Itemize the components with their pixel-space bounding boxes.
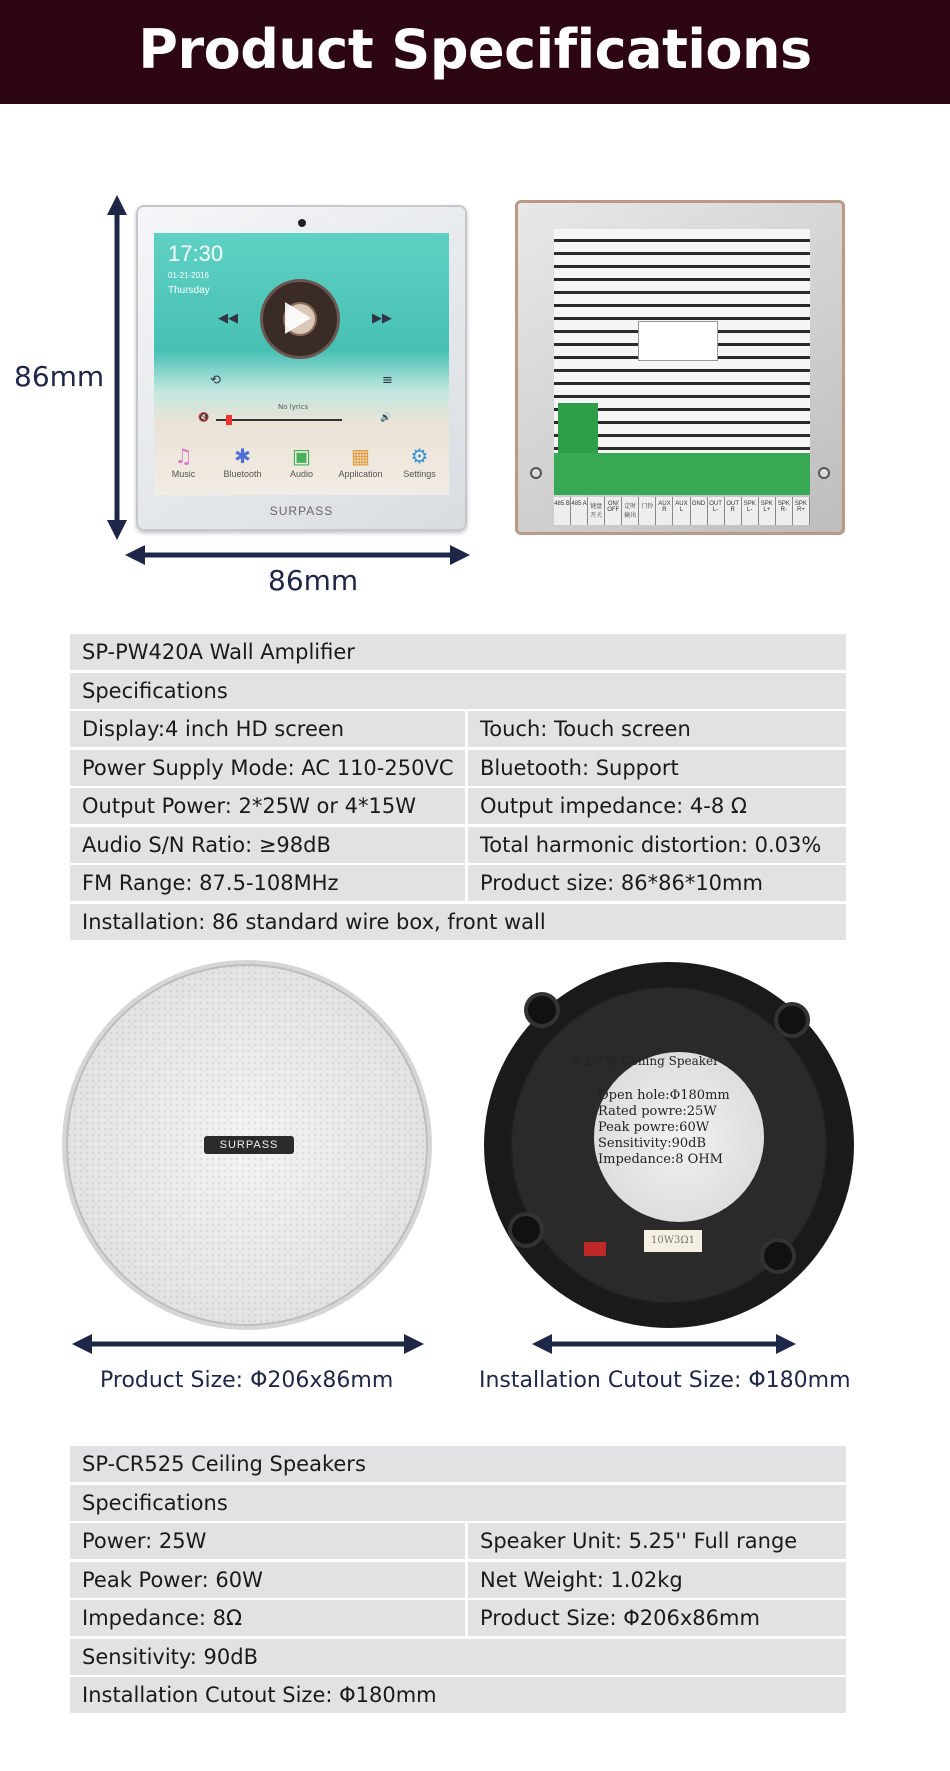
music-note-icon: ♫ [174, 444, 193, 468]
spk-spec-row [70, 1600, 846, 1636]
screen-app-label: Audio [289, 469, 314, 479]
terminal-label: ON/ OFF [605, 497, 622, 525]
terminal-label: 键盘 开关 [588, 497, 605, 525]
speaker-back-image [484, 962, 854, 1328]
terminal-label: AUX R [656, 497, 673, 525]
amp-spec-row [70, 788, 846, 824]
spk-table-section: Specifications [70, 1485, 846, 1521]
terminal-label: 门铃 [639, 497, 656, 525]
terminal-label: GND [691, 497, 708, 525]
magnet-spec-line: Peak powre:60W [598, 1120, 710, 1135]
amp-spec-right: Product size: 86*86*10mm [468, 865, 846, 901]
volume-knob [226, 415, 232, 425]
magnet-spec-line: Open hole:Φ180mm [598, 1088, 730, 1103]
amp-spec-row [70, 750, 846, 786]
spk-table-section-row [70, 1485, 846, 1521]
spk-table-title-row [70, 1446, 846, 1482]
spk-spec-right: Product Size: Φ206x86mm [468, 1600, 846, 1636]
mute-icon: 🔇 [198, 413, 210, 423]
spk-table-title: SP-CR525 Ceiling Speakers [70, 1446, 846, 1482]
height-label: 86mm [14, 360, 105, 393]
amp-spec-row [70, 865, 846, 901]
amp-table-title: SP-PW420A Wall Amplifier [70, 634, 846, 670]
spk-table-footer-row [70, 1639, 846, 1675]
spk-spec-left: Power: 25W [70, 1523, 465, 1559]
mount-clamp [760, 1238, 796, 1274]
terminal-label: 485 B [554, 497, 571, 525]
mount-clamp [508, 1212, 544, 1248]
touch-screen [154, 233, 449, 495]
mount-clamp [524, 992, 560, 1028]
amp-spec-right: Output impedance: 4-8 Ω [468, 788, 846, 824]
screen-day: Thursday [168, 285, 210, 296]
mount-clamp [774, 1002, 810, 1038]
amp-spec-left: Display:4 inch HD screen [70, 711, 465, 747]
amplifier-front-image [136, 205, 467, 531]
width-label: 86mm [268, 564, 359, 597]
screen-app-label: Settings [403, 469, 436, 479]
speaker-terminal [584, 1242, 606, 1256]
amp-spec-row [70, 827, 846, 863]
terminal-block [554, 453, 810, 495]
terminal-label: SPK R+ [793, 497, 810, 525]
amp-spec-left: Output Power: 2*25W or 4*15W [70, 788, 465, 824]
screen-app-bluetooth [215, 443, 270, 479]
amp-table-title-row [70, 634, 846, 670]
terminal-label: AUX L [673, 497, 690, 525]
spk-spec-left: Peak Power: 60W [70, 1562, 465, 1598]
screen-app-application [333, 443, 388, 479]
app-row [154, 443, 449, 479]
spk-spec-right: Net Weight: 1.02kg [468, 1562, 846, 1598]
amp-table-section-row [70, 673, 846, 709]
playlist-icon: ≡ [382, 373, 393, 388]
screen-app-label: Bluetooth [223, 469, 262, 479]
speaker-front-image [62, 960, 432, 1330]
amp-spec-right: Bluetooth: Support [468, 750, 846, 786]
amp-spec-left: FM Range: 87.5-108MHz [70, 865, 465, 901]
radio-icon: ▣ [292, 444, 311, 468]
spk-spec-row [70, 1523, 846, 1559]
apps-grid-icon: ▦ [351, 444, 370, 468]
magnet-spec-line: Rated powre:25W [598, 1104, 717, 1119]
track-name: No lyrics [278, 403, 309, 411]
previous-icon: ◀◀ [218, 311, 238, 326]
terminal-label: SPK L- [742, 497, 759, 525]
terminal-label: OUT R [725, 497, 742, 525]
screen-time: 17:30 [168, 241, 224, 266]
speaker-size-caption: Product Size: Φ206x86mm [100, 1368, 394, 1393]
terminal-label: 定时 输出 [622, 497, 639, 525]
spk-spec-left: Impedance: 8Ω [70, 1600, 465, 1636]
spk-table-footer: Installation Cutout Size: Φ180mm [70, 1677, 846, 1713]
next-icon: ▶▶ [372, 311, 392, 326]
screw [530, 467, 542, 479]
screen-date: 01-21-2016 [168, 271, 209, 280]
bluetooth-icon: ✱ [234, 444, 251, 468]
spk-table-footer: Sensitivity: 90dB [70, 1639, 846, 1675]
screen-app-music [156, 443, 211, 479]
amp-spec-right: Total harmonic distortion: 0.03% [468, 827, 846, 863]
spk-spec-right: Speaker Unit: 5.25'' Full range [468, 1523, 846, 1559]
repeat-icon: ⟲ [210, 373, 221, 388]
speaker-tag: 10W3Ω1 [644, 1230, 702, 1252]
magnet-spec-line: Impedance:8 OHM [598, 1152, 723, 1167]
terminal-labels [554, 497, 810, 525]
spec-sticker [638, 321, 718, 361]
volume-icon: 🔊 [380, 413, 392, 423]
amplifier-back-image [515, 200, 845, 535]
amp-spec-right: Touch: Touch screen [468, 711, 846, 747]
terminal-label: SPK R- [776, 497, 793, 525]
terminal-block-small [558, 403, 598, 455]
terminal-label: 485 A [571, 497, 588, 525]
camera-dot [298, 219, 306, 227]
amp-spec-row [70, 711, 846, 747]
spk-table-footer-row [70, 1677, 846, 1713]
screen-app-label: Application [338, 469, 383, 479]
screw [818, 467, 830, 479]
volume-slider [216, 419, 342, 421]
amp-spec-left: Power Supply Mode: AC 110-250VC [70, 750, 465, 786]
play-icon [285, 302, 311, 334]
amp-table-footer: Installation: 86 standard wire box, front wall [70, 904, 846, 940]
page-title: Product Specifications [138, 18, 812, 81]
spk-spec-row [70, 1562, 846, 1598]
terminal-label: SPK L+ [759, 497, 776, 525]
cutout-size-caption: Installation Cutout Size: Φ180mm [479, 1368, 851, 1393]
speaker-brand-badge: SURPASS [204, 1136, 294, 1154]
gear-icon: ⚙ [410, 444, 429, 468]
screen-app-audio [274, 443, 329, 479]
amp-table-footer-row [70, 904, 846, 940]
screen-app-label: Music [171, 469, 196, 479]
magnet-title: 5.25''In Ceiling Speaker [572, 1054, 719, 1068]
magnet-spec-line: Sensitivity:90dB [598, 1136, 707, 1151]
amp-table-section: Specifications [70, 673, 846, 709]
terminal-label: OUT L- [708, 497, 725, 525]
brand-logo: SURPASS [269, 504, 334, 518]
magnet-spec-lines [598, 1088, 730, 1168]
screen-app-settings [392, 443, 447, 479]
amp-spec-left: Audio S/N Ratio: ≥98dB [70, 827, 465, 863]
